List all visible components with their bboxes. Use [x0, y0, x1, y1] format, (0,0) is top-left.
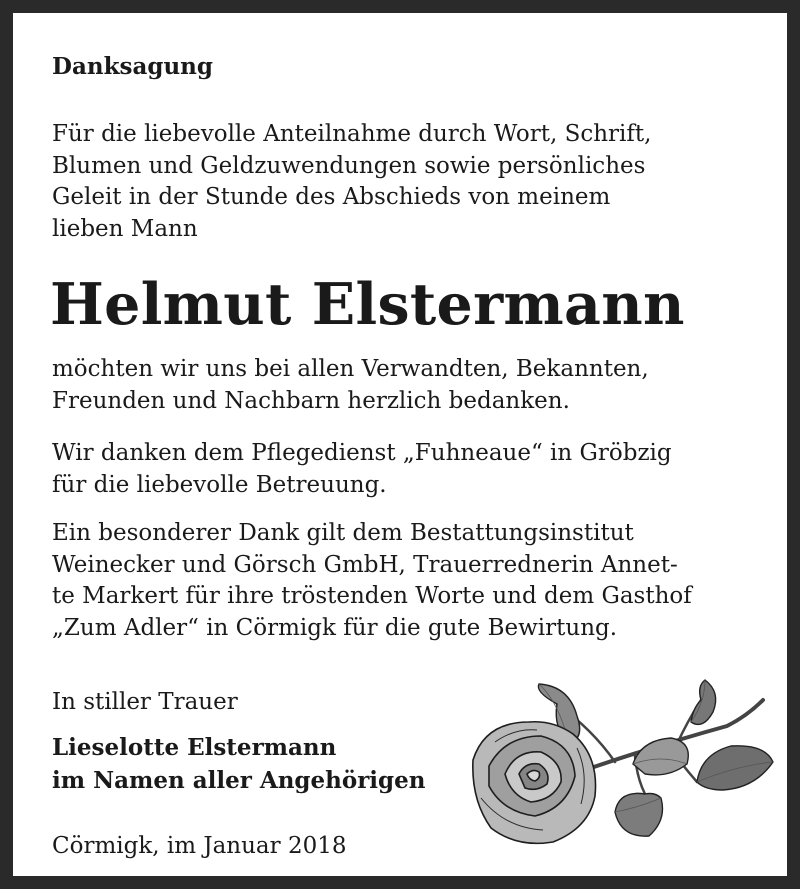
text-line: Für die liebevolle Anteilnahme durch Wort, Schrift,	[52, 121, 652, 147]
rose-icon	[465, 678, 777, 853]
deceased-name: Helmut Elstermann	[50, 271, 685, 338]
care-paragraph	[52, 438, 672, 501]
text-line: für die liebevolle Betreuung.	[52, 471, 387, 498]
text-line: lieben Mann	[52, 215, 198, 242]
text-line: Weinecker und Görsch GmbH, Trauerrednerin Annet-	[52, 551, 678, 578]
mourning-label: In stiller Trauer	[52, 689, 238, 715]
text-line: Geleit in der Stunde des Abschieds von meinem	[52, 184, 611, 210]
thanks-paragraph	[52, 354, 649, 417]
text-line: Blumen und Geldzuwendungen sowie persönliches	[52, 152, 646, 179]
signature-name: Lieselotte Elstermann	[52, 734, 337, 761]
text-line: „Zum Adler“ in Cörmigk für die gute Bewirtung.	[52, 614, 618, 641]
signature-block	[52, 731, 425, 797]
text-line: te Markert für ihre tröstenden Worte und dem Gasthof	[52, 583, 692, 609]
text-line: Ein besonderer Dank gilt dem Bestattungsinstitut	[52, 520, 634, 546]
text-line: möchten wir uns bei allen Verwandten, Bekannten,	[52, 356, 649, 382]
text-line: Freunden und Nachbarn herzlich bedanken.	[52, 387, 570, 414]
signature-subline: im Namen aller Angehörigen	[52, 767, 426, 794]
text-line: Wir danken dem Pflegedienst „Fuhneaue“ in Gröbzig	[52, 440, 672, 466]
notice-heading: Danksagung	[52, 53, 213, 80]
special-thanks-paragraph	[52, 518, 692, 644]
place-date: Cörmigk, im Januar 2018	[52, 833, 347, 859]
intro-paragraph	[52, 119, 651, 245]
